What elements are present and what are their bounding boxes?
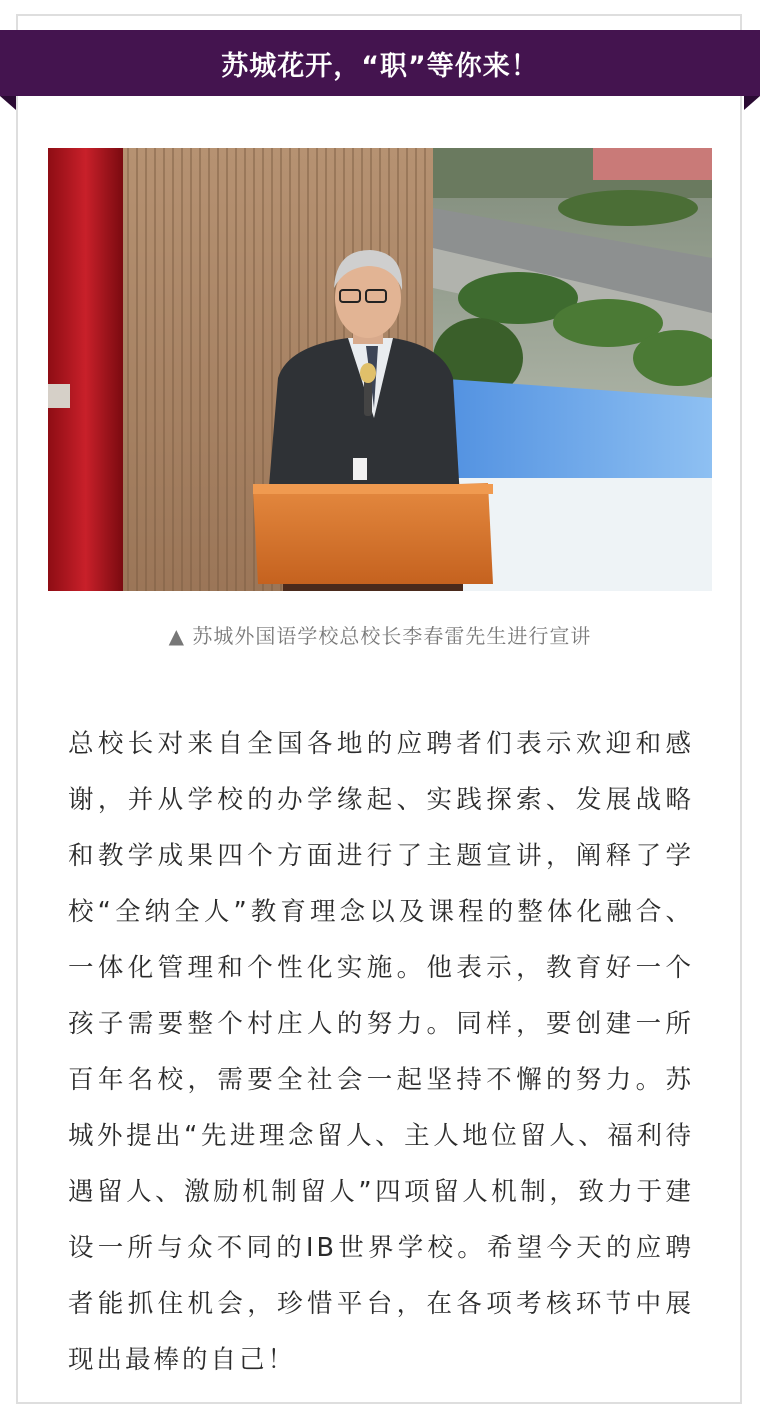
article-paragraph: 总校长对来自全国各地的应聘者们表示欢迎和感谢，并从学校的办学缘起、实践探索、发展战略和教学成果四个方面进行了主题宣讲，阐释了学校“全纳全人”教育理念以及课程的整体化融合、一体化管理和个性化实施。他表示，教育好一个孩子需要整个村庄人的努力。同样，要创建一所百年名校，需要全社会一起坚持不懈的努力。苏城外提出“先进理念留人、主人地位留人、福利待遇留人、激励机制留人”四项留人机制，致力于建设一所与众不同的IB世界学校。希望今天的应聘者能抓住机会，珍惜平台，在各项考核环节中展现出最棒的自己！	[68, 729, 694, 1375]
banner-fold-right	[744, 96, 760, 110]
banner-title: 苏城花开，“职”等你来！	[221, 50, 539, 82]
speech-photo	[48, 148, 712, 591]
title-banner	[0, 30, 760, 96]
banner-fold-left	[0, 96, 16, 110]
photo-caption: ▲ 苏城外国语学校总校长李春雷先生进行宣讲	[168, 624, 592, 648]
